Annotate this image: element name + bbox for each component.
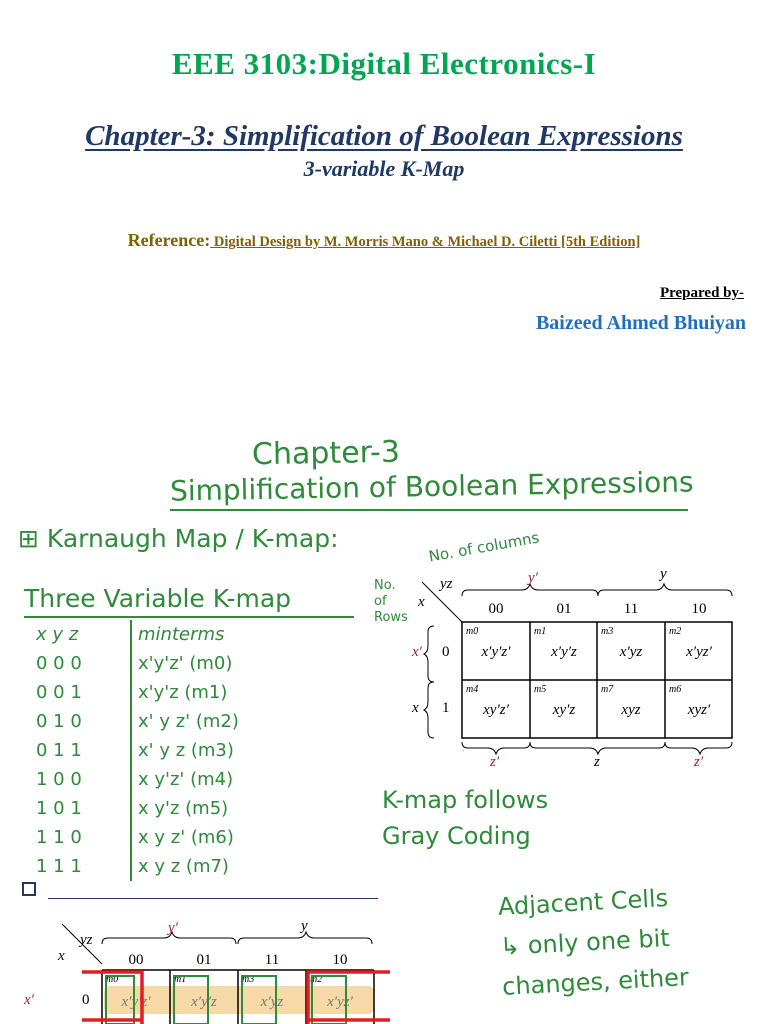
kmap2-cell: x′y′z′ (121, 994, 151, 1010)
kmap-three-variable (400, 560, 750, 780)
bullet-underline (48, 898, 378, 899)
table-row (30, 765, 245, 794)
kmap-x-brace (424, 682, 434, 738)
table-row (30, 794, 245, 823)
prepared-by-label: Prepared by- (659, 285, 744, 301)
kmap-minterm-label: m7 (601, 684, 614, 695)
columns-note: No. of columns (427, 528, 541, 566)
truth-minterm: x'y'z (m1) (138, 682, 228, 703)
kmap-z-brace (530, 742, 665, 754)
truth-bits: 0 0 0 (30, 649, 131, 678)
kmap-yz-label: yz (440, 576, 453, 592)
truth-bits: 0 1 0 (30, 707, 131, 736)
kmap-row-header: 0 (442, 644, 450, 660)
kmap-col-header: 10 (691, 601, 707, 617)
kmap-cell: x′y′z (551, 644, 577, 660)
kmap-row-header: 1 (442, 700, 450, 716)
subtitle: 3-variable K-Map (303, 156, 465, 181)
truth-minterm: x y z (m7) (138, 856, 229, 877)
notes-heading-underline (170, 509, 688, 511)
kmap-z-prime-brace-right (665, 742, 732, 754)
truth-header-xyz: x y z (30, 620, 131, 649)
kmap-col-header: 11 (623, 601, 639, 617)
truth-table (30, 620, 245, 881)
truth-bits: 0 1 1 (30, 736, 131, 765)
table-row (30, 823, 245, 852)
three-variable-heading: Three Variable K-map (24, 584, 292, 613)
rows-note: No. of Rows (374, 578, 408, 625)
bullet-marker (22, 882, 36, 896)
kmap-minterm-label: m0 (466, 626, 479, 637)
kmap-minterm-label: m1 (534, 626, 547, 637)
kmap-adjacency-example (18, 912, 398, 1024)
truth-minterm: x'y'z' (m0) (138, 653, 233, 674)
kmap2-minterm-label: m2 (310, 974, 323, 985)
kmap-y-brace (598, 584, 732, 596)
kmap2-y-brace (238, 932, 372, 944)
kmap2-x-label: x (58, 948, 65, 964)
kmap-minterm-label: m4 (466, 684, 479, 695)
table-row (30, 707, 245, 736)
truth-bits: 1 1 0 (30, 823, 131, 852)
kmap-y-prime: y′ (528, 570, 538, 586)
truth-bits: 1 0 0 (30, 765, 131, 794)
truth-bits: 1 0 1 (30, 794, 131, 823)
kmap-z-prime-right: z′ (694, 754, 704, 770)
kmap-minterm-label: m6 (669, 684, 682, 695)
kmap2-row-header: 0 (82, 992, 90, 1008)
truth-bits: 1 1 1 (30, 852, 131, 881)
table-row (30, 852, 245, 881)
truth-minterm: x y'z (m5) (138, 798, 229, 819)
kmap2-y: y (301, 918, 308, 934)
course-title: EEE 3103:Digital Electronics-I (171, 46, 597, 81)
kmap-col-header: 01 (556, 601, 572, 617)
kmap2-col-header: 10 (332, 952, 348, 968)
reference-label: Reference: (127, 230, 211, 250)
kmap2-minterm-label: m3 (242, 974, 255, 985)
kmap-y: y (660, 566, 667, 582)
truth-header-minterms: minterms (138, 624, 225, 645)
kmap-x-side: x (412, 700, 419, 716)
kmap-minterm-label: m3 (601, 626, 614, 637)
kmap2-col-header: 00 (128, 952, 144, 968)
kmap-z-prime-brace-left (462, 742, 530, 754)
kmap-z: z (594, 754, 600, 770)
three-variable-underline (24, 616, 354, 618)
reference (0, 230, 768, 251)
kmap-cell: xyz (621, 702, 641, 718)
kmap-minterm-label: m2 (669, 626, 682, 637)
kmap2-y-prime: y′ (168, 920, 178, 936)
truth-bits: 0 0 1 (30, 678, 131, 707)
adjacent-cells-note: Adjacent Cells ↳ only one bit changes, either (497, 884, 690, 1001)
kmap-col-header: 00 (488, 601, 504, 617)
kmap-cell: x′y′z′ (481, 644, 511, 660)
kmap2-minterm-label: m0 (106, 974, 119, 985)
kmap2-minterm-label: m1 (174, 974, 187, 985)
table-row (30, 678, 245, 707)
kmap2-col-header: 11 (264, 952, 280, 968)
kmap-x-prime: x′ (412, 644, 422, 660)
chapter-title: Chapter-3: Simplification of Boolean Expressions (85, 120, 683, 152)
notes-topic-heading: Simplification of Boolean Expressions (169, 465, 694, 508)
author-name: Baizeed Ahmed Bhuiyan (535, 312, 746, 334)
kmap-x-prime-brace (424, 626, 434, 682)
kmap2-cell: x′yz (260, 994, 284, 1010)
kmap-cell: x′yz′ (686, 644, 712, 660)
reference-text: Digital Design by M. Morris Mano & Michael D. Ciletti [5th Edition] (210, 234, 641, 250)
kmap-cell: xyz′ (687, 702, 711, 718)
truth-minterm: x y'z' (m4) (138, 769, 234, 790)
kmap2-yz-label: yz (80, 932, 93, 948)
table-row (30, 649, 245, 678)
kmap2-cell: x′y′z (191, 994, 217, 1010)
table-row (30, 736, 245, 765)
truth-table-header (30, 620, 245, 649)
kmap-cell: xy′z′ (483, 702, 509, 718)
kmap-x-label: x (418, 594, 425, 610)
gray-coding-note: K-map follows Gray Coding (382, 786, 549, 850)
truth-minterm: x' y z' (m2) (138, 711, 239, 732)
karnaugh-heading: ⊞ Karnaugh Map / K-map: (18, 524, 339, 553)
notes-chapter-heading: Chapter-3 (251, 434, 401, 473)
kmap2-cell: x′yz′ (327, 994, 353, 1010)
truth-minterm: x' y z (m3) (138, 740, 234, 761)
kmap-minterm-label: m5 (534, 684, 547, 695)
kmap-cell: x′yz (619, 644, 643, 660)
truth-minterm: x y z' (m6) (138, 827, 234, 848)
kmap-z-prime-left: z′ (490, 754, 500, 770)
kmap-cell: xy′z (552, 702, 576, 718)
kmap2-x-prime: x′ (24, 992, 34, 1008)
kmap2-col-header: 01 (196, 952, 212, 968)
